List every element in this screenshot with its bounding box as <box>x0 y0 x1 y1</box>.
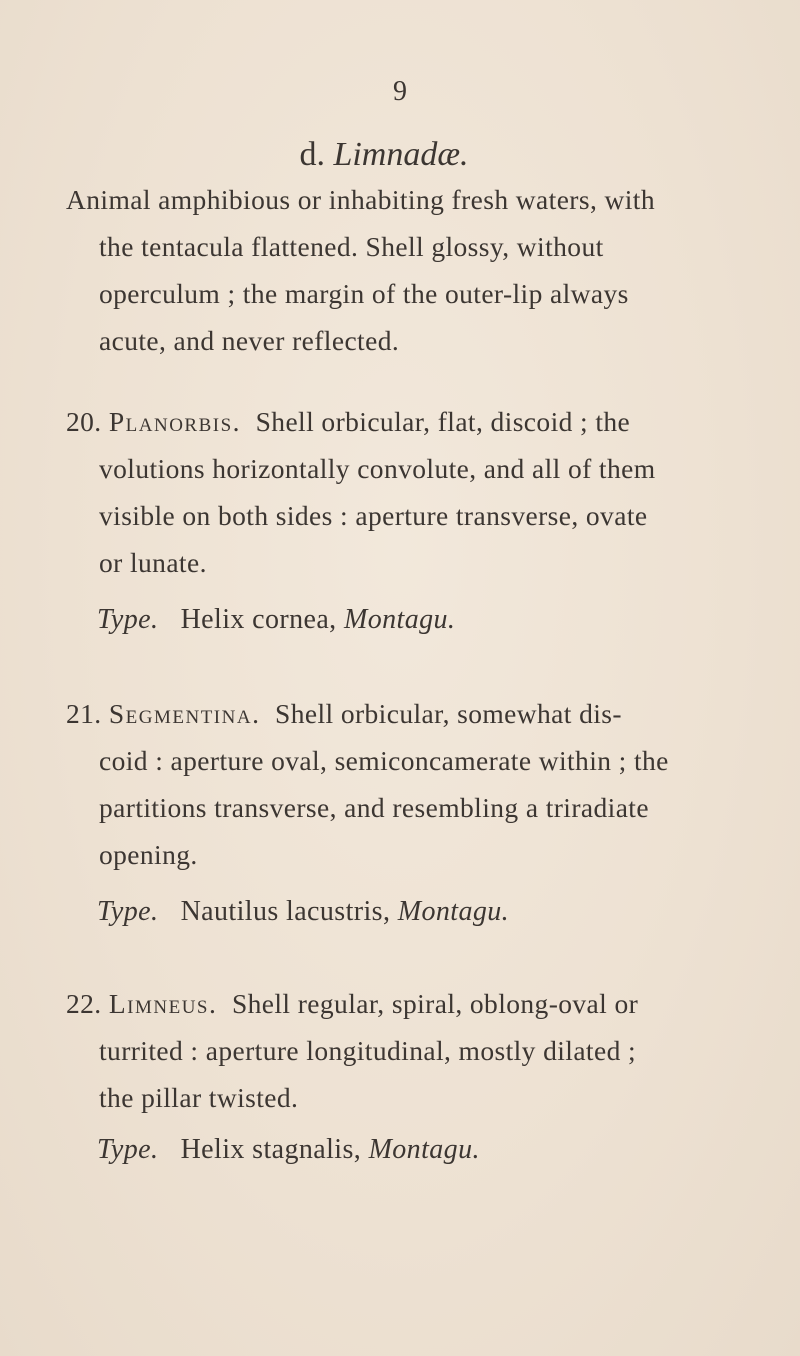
entry-number: 21. <box>66 698 102 729</box>
entry-description: Shell orbicular, somewhat dis- <box>275 698 622 729</box>
type-line <box>97 606 455 634</box>
intro-paragraph <box>66 176 786 364</box>
genus-entry-planorbis <box>66 398 786 586</box>
section-heading <box>0 138 768 172</box>
entry-description: Shell orbicular, flat, discoid ; the <box>255 406 631 437</box>
entry-line: the pillar twisted. <box>99 1082 299 1113</box>
entry-line: opening. <box>99 839 198 870</box>
entry-first-line <box>66 690 786 737</box>
type-label: Type. <box>97 896 159 927</box>
type-label: Type. <box>97 1134 159 1165</box>
type-author: Montagu. <box>368 1134 480 1165</box>
entry-line: or lunate. <box>99 547 207 578</box>
genus-name: Segmentina. <box>108 698 261 729</box>
genus-name: Planorbis. <box>108 406 242 437</box>
entry-first-line <box>66 398 786 445</box>
page-number: 9 <box>393 76 407 107</box>
type-species: Helix cornea, <box>180 604 337 635</box>
type-author: Montagu. <box>343 604 456 635</box>
type-author: Montagu. <box>397 896 510 927</box>
entry-number: 22. <box>66 988 102 1019</box>
genus-name: Limneus. <box>108 988 218 1019</box>
section-title: Limnadæ. <box>333 136 469 173</box>
type-species: Nautilus lacustris, <box>180 896 391 927</box>
intro-line: acute, and never reflected. <box>99 325 400 356</box>
entry-description: Shell regular, spiral, oblong-oval or <box>231 988 639 1019</box>
intro-line: operculum ; the margin of the outer-lip always <box>99 278 629 309</box>
entry-first-line <box>66 980 786 1027</box>
entry-number: 20. <box>66 406 102 437</box>
intro-line: Animal amphibious or inhabiting fresh waters, with <box>66 184 655 215</box>
entry-line: volutions horizontally convolute, and all of them <box>99 453 656 484</box>
type-line <box>97 1136 480 1164</box>
type-label: Type. <box>97 604 159 635</box>
intro-line: the tentacula flattened. Shell glossy, without <box>99 231 604 262</box>
entry-line: partitions transverse, and resembling a triradiate <box>99 792 649 823</box>
genus-entry-segmentina <box>66 690 786 878</box>
entry-line: coid : aperture oval, semiconcamerate within ; the <box>99 745 669 776</box>
type-species: Helix stagnalis, <box>180 1134 362 1165</box>
section-prefix: d. <box>299 136 325 173</box>
entry-line: visible on both sides : aperture transverse, ovate <box>99 500 648 531</box>
genus-entry-limneus <box>66 980 786 1121</box>
type-line <box>97 898 509 926</box>
entry-line: turrited : aperture longitudinal, mostly dilated ; <box>99 1035 637 1066</box>
